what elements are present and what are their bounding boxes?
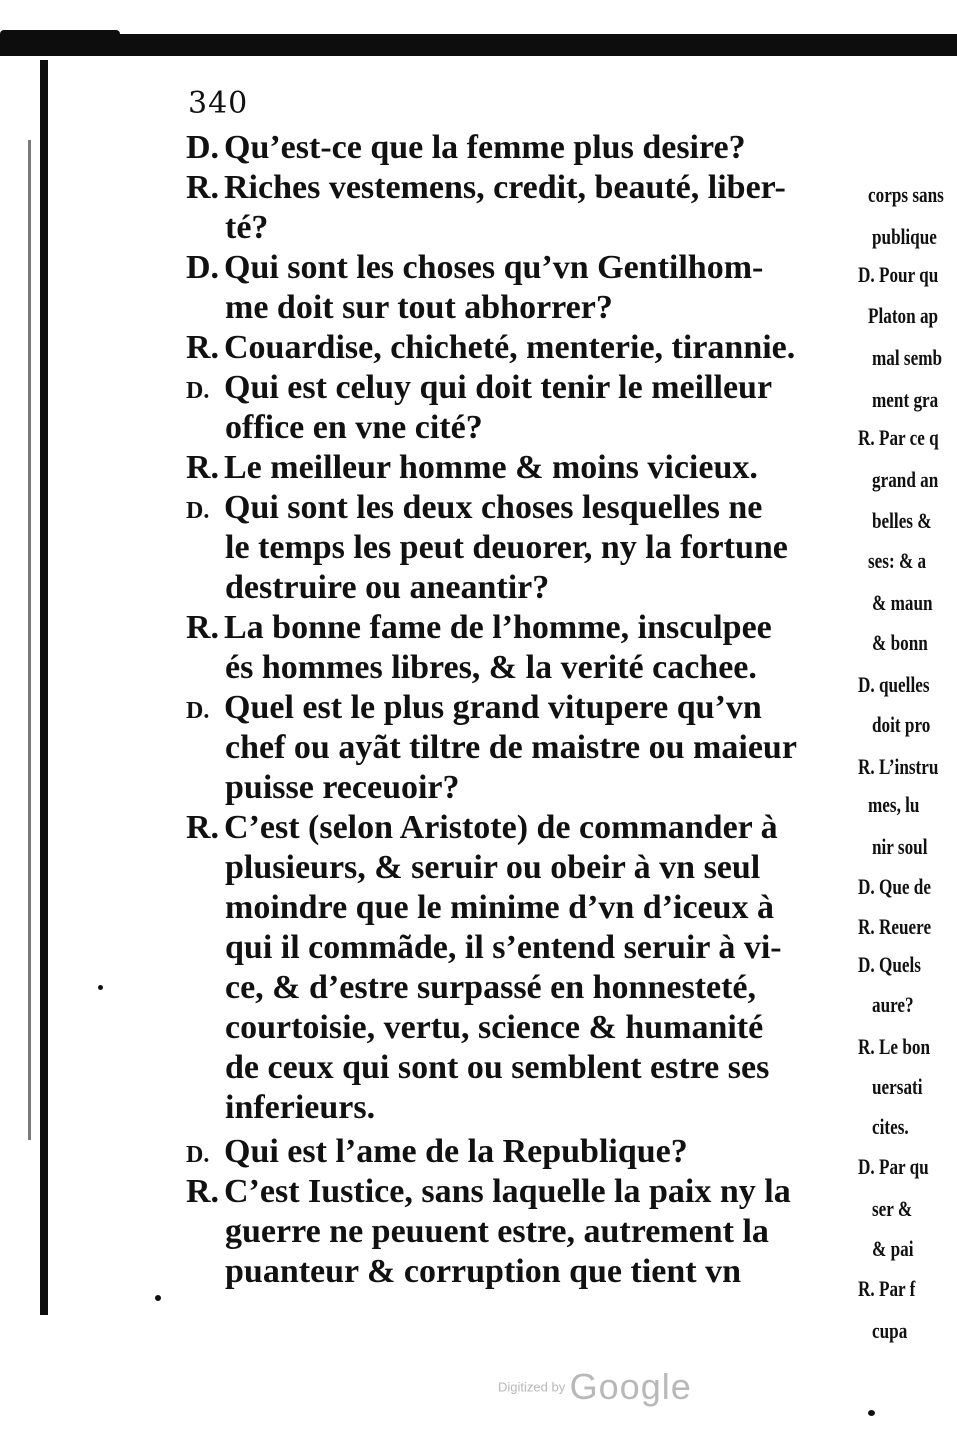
facing-page-line: Platon ap (868, 303, 939, 328)
answer-marker: R. (186, 809, 220, 846)
text-line (186, 1172, 791, 1212)
question-marker: D. (186, 698, 210, 724)
facing-page-line: D. quelles (858, 672, 930, 697)
facing-page-line: D. Quels (858, 952, 921, 977)
text-line (186, 1132, 688, 1175)
facing-page-line: & pai (872, 1236, 914, 1261)
line-text: courtoisie, vertu, science & humanité (225, 1009, 764, 1046)
text-line (186, 488, 762, 531)
line-text: Le meilleur homme & moins vicieux. (224, 449, 758, 486)
text-line (225, 528, 788, 568)
left-page-edge (40, 60, 48, 1315)
facing-page-line: corps sans (868, 182, 944, 207)
text-line (225, 768, 460, 808)
left-page-shadow (28, 140, 31, 1140)
text-line (186, 368, 772, 411)
line-text: de ceux qui sont ou semblent estre ses (225, 1049, 770, 1086)
line-text: C’est Iustice, sans laquelle la paix ny la (224, 1173, 791, 1210)
facing-page-line: R. Reuere (858, 914, 932, 939)
digitized-watermark (498, 1366, 692, 1408)
top-border-rule (0, 34, 957, 56)
line-text: Qui sont les choses qu’vn Gentilhom- (224, 249, 764, 286)
watermark-brand: Google (569, 1366, 692, 1407)
question-marker: D. (186, 498, 210, 524)
answer-marker: R. (186, 1173, 220, 1210)
facing-page-line: uersati (872, 1074, 923, 1099)
facing-page-line: cupa (872, 1318, 908, 1343)
text-line (225, 568, 549, 608)
ink-speck (98, 985, 103, 990)
line-text: qui il commãde, il s’entend seruir à vi- (225, 929, 782, 966)
facing-page-fragment (858, 0, 957, 1448)
answer-marker: R. (186, 169, 220, 206)
page-number: 340 (188, 86, 249, 121)
text-line (225, 1252, 741, 1292)
facing-page-line: D. Que de (858, 874, 931, 899)
text-line (225, 928, 782, 968)
line-text: le temps les peut deuorer, ny la fortune (225, 529, 788, 566)
line-text: puisse receuoir? (225, 769, 460, 806)
line-text: té? (225, 209, 269, 246)
question-marker: D. (186, 129, 220, 166)
line-text: Couardise, chicheté, menterie, tirannie. (224, 329, 796, 366)
text-line (225, 208, 268, 248)
text-line (225, 1008, 763, 1048)
answer-marker: R. (186, 449, 220, 486)
line-text: puanteur & corruption que tient vn (225, 1253, 742, 1290)
answer-marker: R. (186, 329, 220, 366)
facing-page-line: cites. (872, 1114, 909, 1139)
text-line (225, 288, 613, 328)
line-text: ce, & d’estre surpassé en honnesteté, (225, 969, 757, 1006)
text-line (225, 1088, 375, 1128)
facing-page-line: & maun (872, 590, 933, 615)
question-marker: D. (186, 249, 220, 286)
ink-speck (868, 1410, 875, 1416)
text-line (225, 408, 483, 448)
text-line (186, 168, 786, 208)
facing-page-line: nir soul (872, 834, 928, 859)
facing-page-line: D. Par qu (858, 1154, 929, 1179)
facing-page-line: D. Pour qu (858, 262, 939, 287)
facing-page-line: & bonn (872, 630, 928, 655)
facing-page-line: R. Par f (858, 1276, 916, 1301)
line-text: plusieurs, & seruir ou obeir à vn seul (225, 849, 761, 886)
facing-page-line: ment gra (872, 387, 939, 412)
line-text: office en vne cité? (225, 409, 483, 446)
line-text: moindre que le minime d’vn d’iceux à (225, 889, 775, 926)
line-text: destruire ou aneantir? (225, 569, 550, 606)
text-line (225, 848, 760, 888)
line-text: Qu’est-ce que la femme plus desire? (224, 129, 746, 166)
ink-speck (155, 1295, 161, 1301)
text-line (225, 968, 756, 1008)
facing-page-line: mal semb (872, 345, 943, 370)
facing-page-line: belles & (872, 508, 932, 533)
facing-page-line: ses: & a (868, 548, 927, 573)
line-text: chef ou ayãt tiltre de maistre ou maieur (225, 729, 797, 766)
text-line (225, 1212, 769, 1252)
question-marker: D. (186, 1142, 210, 1168)
facing-page-line: R. Le bon (858, 1034, 930, 1059)
line-text: és hommes libres, & la verité cachee. (225, 649, 757, 686)
facing-page-line: R. Par ce q (858, 425, 939, 450)
line-text: guerre ne peuuent estre, autrement la (225, 1213, 769, 1250)
line-text: Qui sont les deux choses lesquelles ne (224, 489, 763, 526)
facing-page-line: R. L’instru (858, 754, 939, 779)
facing-page-line: ser & (872, 1196, 913, 1221)
text-line (186, 328, 795, 368)
line-text: me doit sur tout abhorrer? (225, 289, 613, 326)
line-text: C’est (selon Aristote) de commander à (224, 809, 778, 846)
line-text: La bonne fame de l’homme, insculpee (224, 609, 772, 646)
text-line (225, 648, 757, 688)
text-line (186, 688, 762, 731)
text-line (186, 608, 772, 648)
text-line (225, 728, 797, 768)
facing-page-line: aure? (872, 992, 914, 1017)
line-text: Qui est celuy qui doit tenir le meilleur (224, 369, 773, 406)
facing-page-line: doit pro (872, 712, 931, 737)
line-text: Quel est le plus grand vitupere qu’vn (224, 689, 762, 726)
facing-page-line: grand an (872, 467, 939, 492)
text-line (225, 1048, 769, 1088)
text-line (225, 888, 774, 928)
text-line (186, 128, 746, 168)
line-text: Riches vestemens, credit, beauté, liber- (224, 169, 786, 206)
watermark-prefix: Digitized by (498, 1379, 566, 1395)
line-text: inferieurs. (225, 1089, 376, 1126)
text-line (186, 448, 758, 488)
facing-page-line: mes, lu (868, 792, 920, 817)
text-line (186, 808, 778, 848)
line-text: Qui est l’ame de la Republique? (224, 1133, 688, 1170)
question-marker: D. (186, 378, 210, 404)
facing-page-line: publique (872, 224, 937, 249)
answer-marker: R. (186, 609, 220, 646)
text-line (186, 248, 763, 288)
